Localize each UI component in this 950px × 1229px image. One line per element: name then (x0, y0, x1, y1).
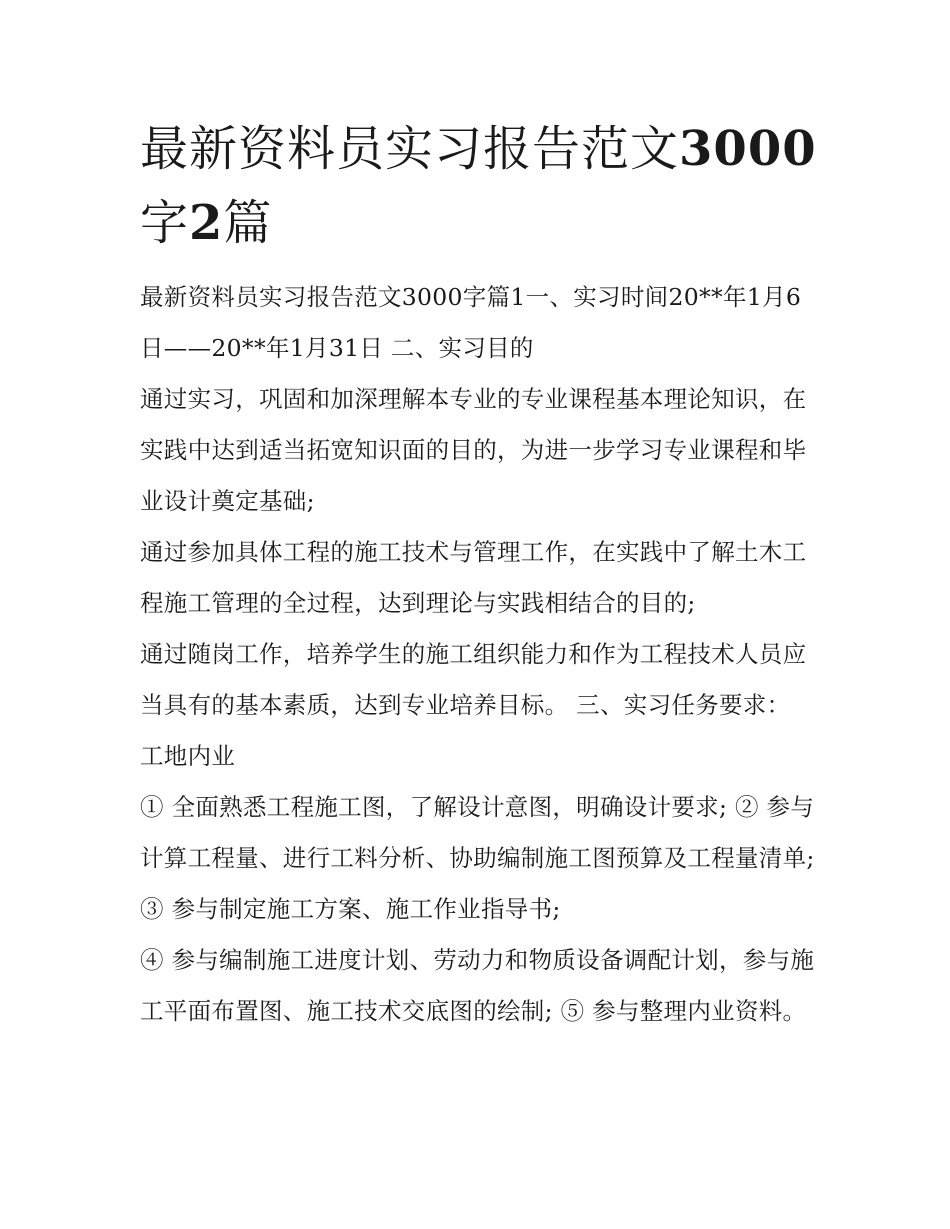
paragraph: ④ 参与编制施工进度计划、劳动力和物质设备调配计划，参与施工平面布置图、施工技术交底图的绘制; ⑤ 参与整理内业资料。 (140, 946, 815, 1025)
title-part: 字 (140, 195, 190, 251)
title-part: 3000 (679, 121, 817, 177)
title-part: 最新资料员实习报告范文 (140, 121, 680, 177)
document-page (140, 112, 820, 1037)
paragraph: 通过实习，巩固和加深理解本专业的专业课程基本理论知识，在实践中达到适当拓宽知识面的目的，为进一步学习专业课程和毕业设计奠定基础; (140, 385, 807, 515)
document-body (140, 272, 820, 1037)
document-title (140, 112, 820, 260)
paragraph: ① 全面熟悉工程施工图，了解设计意图，明确设计要求; ② 参与计算工程量、进行工料分析、协助编制施工图预算及工程量清单; ③ 参与制定施工方案、施工作业指导书; (140, 793, 815, 923)
title-part: 2 (189, 195, 224, 251)
title-part: 篇 (223, 195, 273, 251)
paragraph: 通过参加具体工程的施工技术与管理工作，在实践中了解土木工程施工管理的全过程，达到理论与实践相结合的目的; (140, 538, 807, 617)
paragraph: 通过随岗工作，培养学生的施工组织能力和作为工程技术人员应当具有的基本素质，达到专业培养目标。 三、实习任务要求： 工地内业 (140, 640, 807, 770)
paragraph: 最新资料员实习报告范文3000字篇1一、实习时间20**年1月6日——20**年1月31日 二、实习目的 (140, 283, 802, 362)
